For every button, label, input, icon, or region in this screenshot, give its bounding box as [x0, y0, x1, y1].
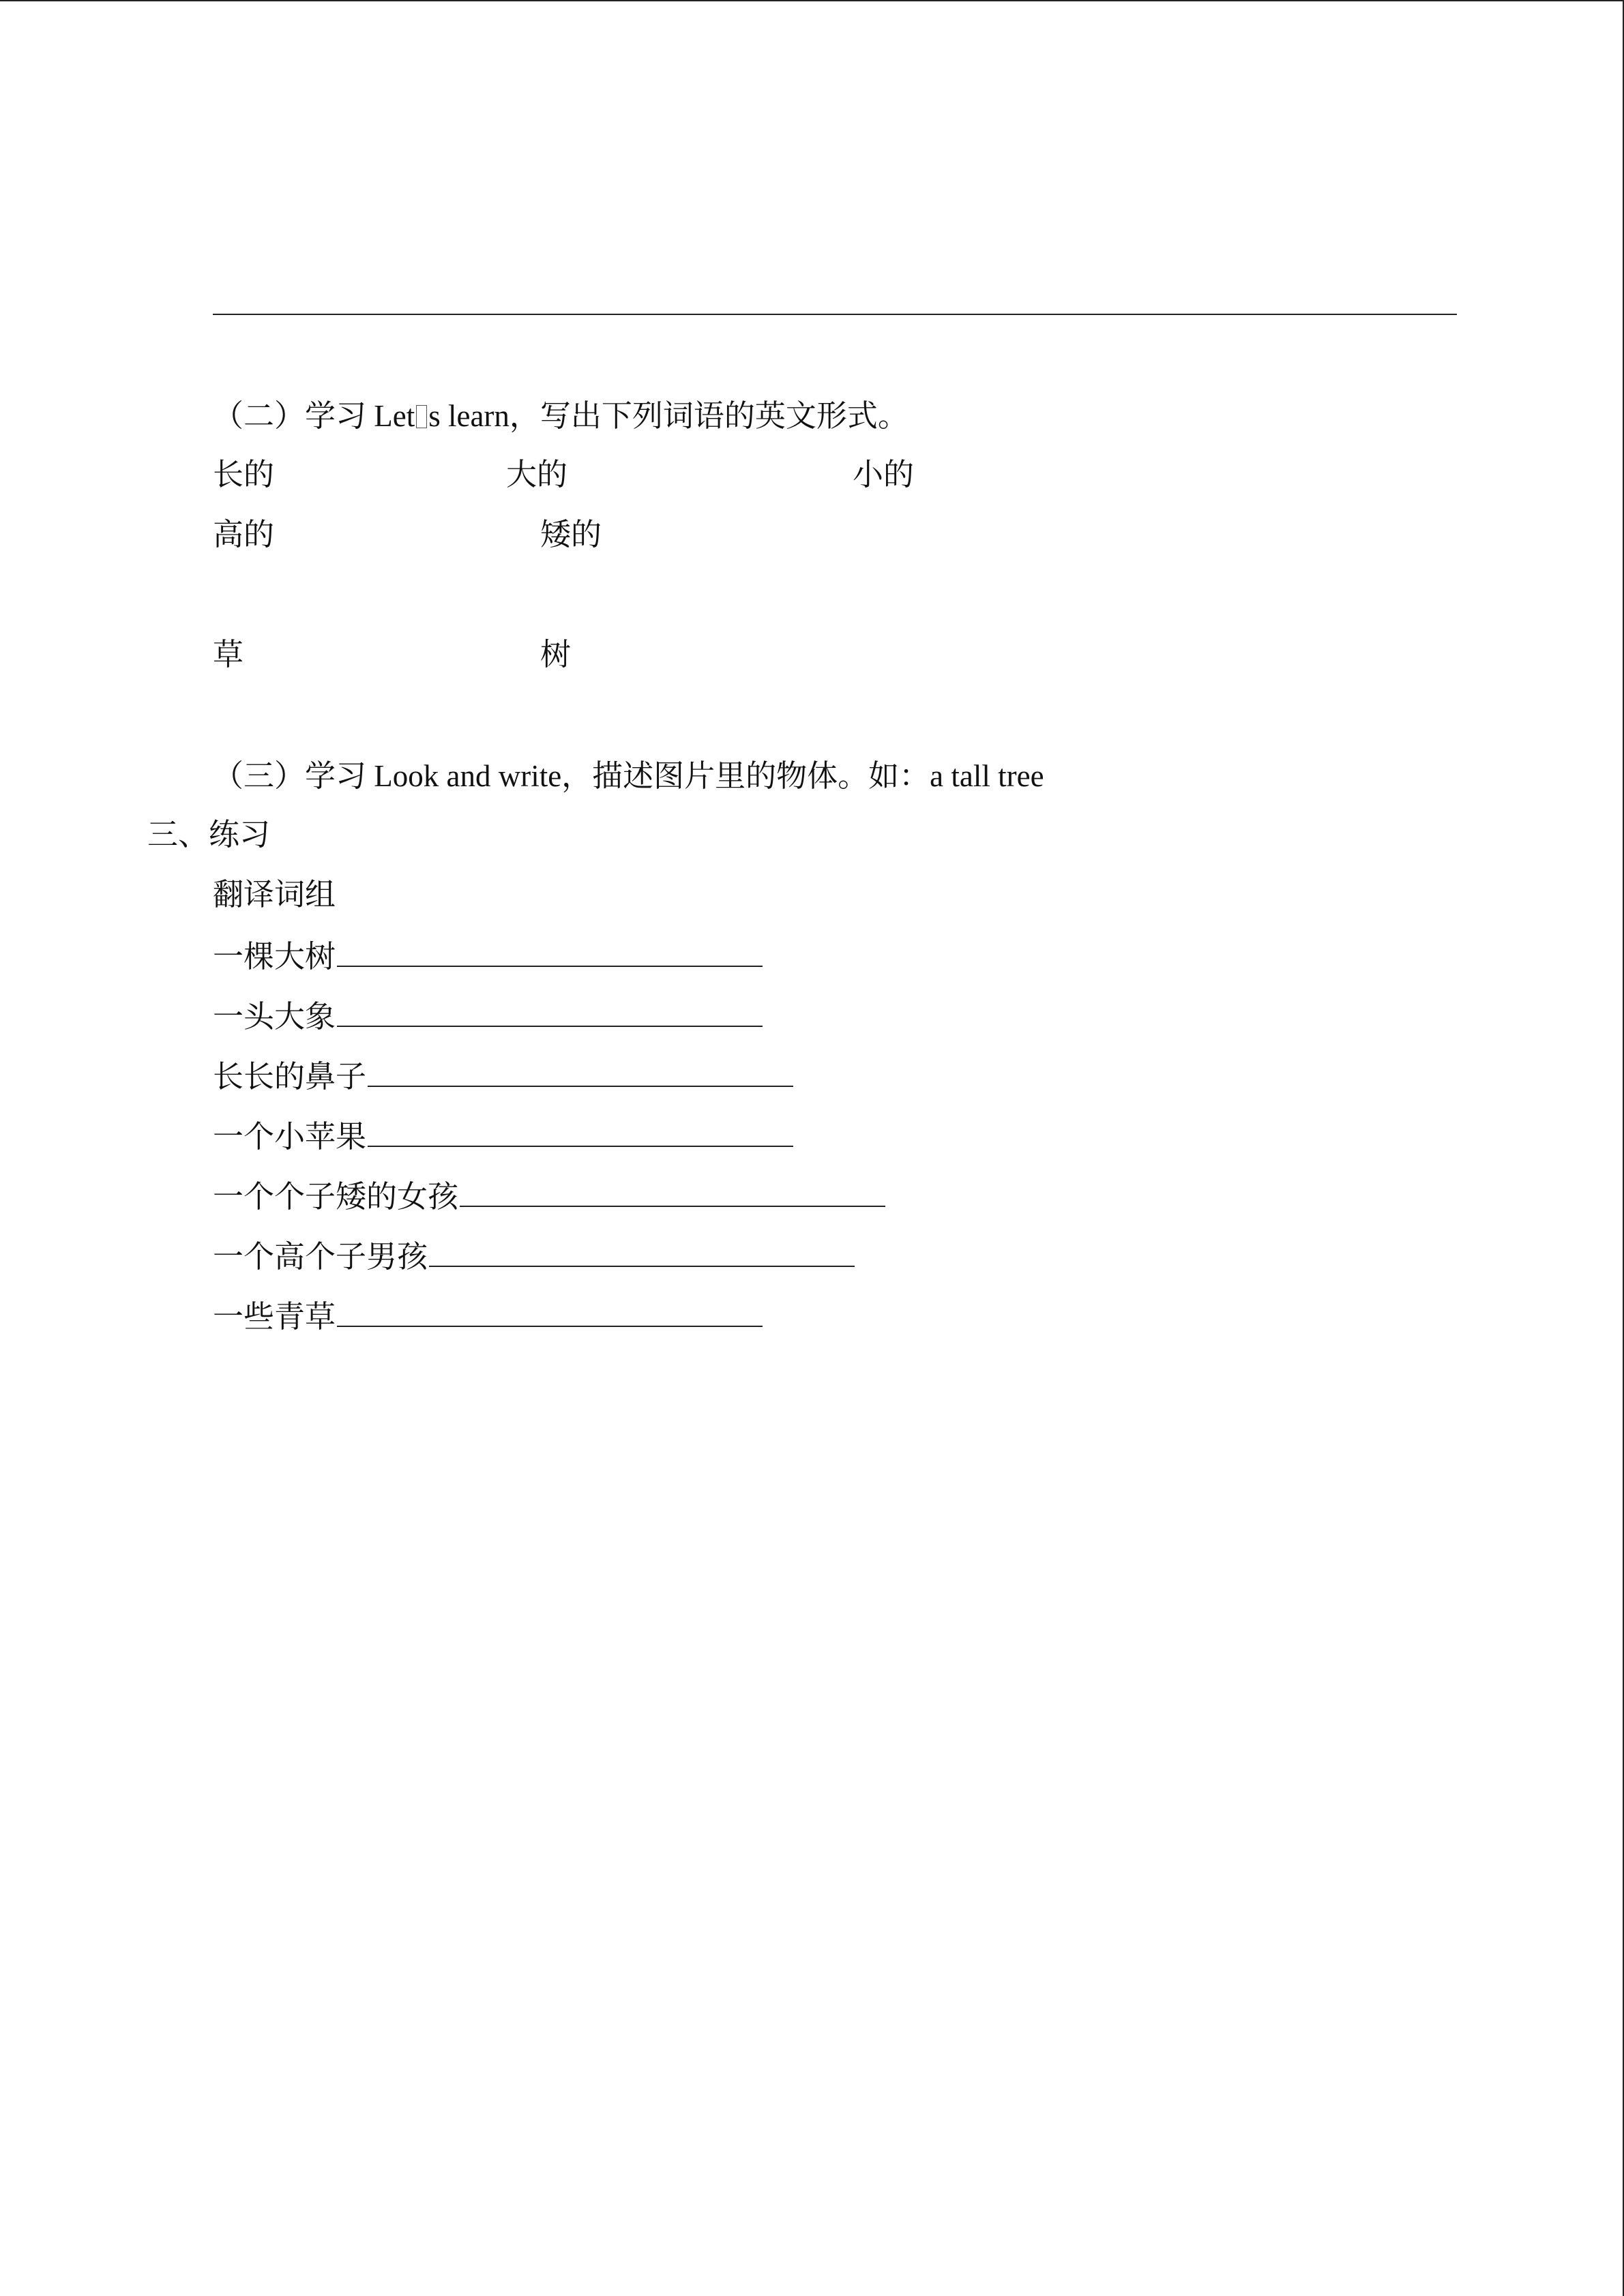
practice-item-label: 一个高个子男孩 — [213, 1240, 428, 1274]
practice-item-label: 一个个子矮的女孩 — [213, 1180, 459, 1214]
practice-item — [213, 996, 763, 1036]
word-big: 大的 — [506, 458, 568, 492]
practice-item-label: 一头大象 — [213, 1000, 336, 1034]
practice-item-label: 一些青草 — [213, 1300, 336, 1334]
answer-blank[interactable] — [429, 1236, 855, 1267]
word-tall: 高的 — [213, 518, 275, 552]
practice-item — [213, 1296, 763, 1336]
word-grass: 草 — [213, 638, 244, 672]
word-long: 长的 — [213, 458, 275, 492]
practice-item-label: 长长的鼻子 — [213, 1060, 367, 1094]
answer-blank[interactable] — [337, 996, 763, 1027]
practice-item-label: 一个小苹果 — [213, 1120, 367, 1154]
practice-item-label: 一棵大树 — [213, 940, 336, 974]
missing-glyph-box — [416, 405, 427, 428]
practice-item — [213, 1176, 885, 1216]
word-small: 小的 — [853, 458, 915, 492]
section-two-heading-text: （二）学习 Let — [213, 399, 415, 433]
answer-blank[interactable] — [337, 1296, 763, 1327]
practice-title: 三、练习 — [147, 818, 271, 852]
practice-item — [213, 936, 763, 976]
section-two-heading-text: s learn，写出下列词语的英文形式。 — [428, 399, 909, 433]
word-short: 矮的 — [540, 518, 602, 552]
answer-blank[interactable] — [460, 1176, 885, 1207]
answer-blank[interactable] — [337, 936, 763, 967]
word-tree: 树 — [540, 638, 572, 672]
practice-item — [213, 1116, 793, 1156]
section-two-heading — [213, 397, 909, 435]
answer-blank[interactable] — [368, 1056, 793, 1087]
answer-blank[interactable] — [368, 1116, 793, 1147]
practice-item — [213, 1056, 793, 1096]
practice-item — [213, 1236, 855, 1276]
header-rule — [213, 314, 1457, 315]
practice-subtitle: 翻译词组 — [213, 878, 336, 912]
section-three-heading: （三）学习 Look and write，描述图片里的物体。如：a tall tree — [213, 759, 1044, 793]
